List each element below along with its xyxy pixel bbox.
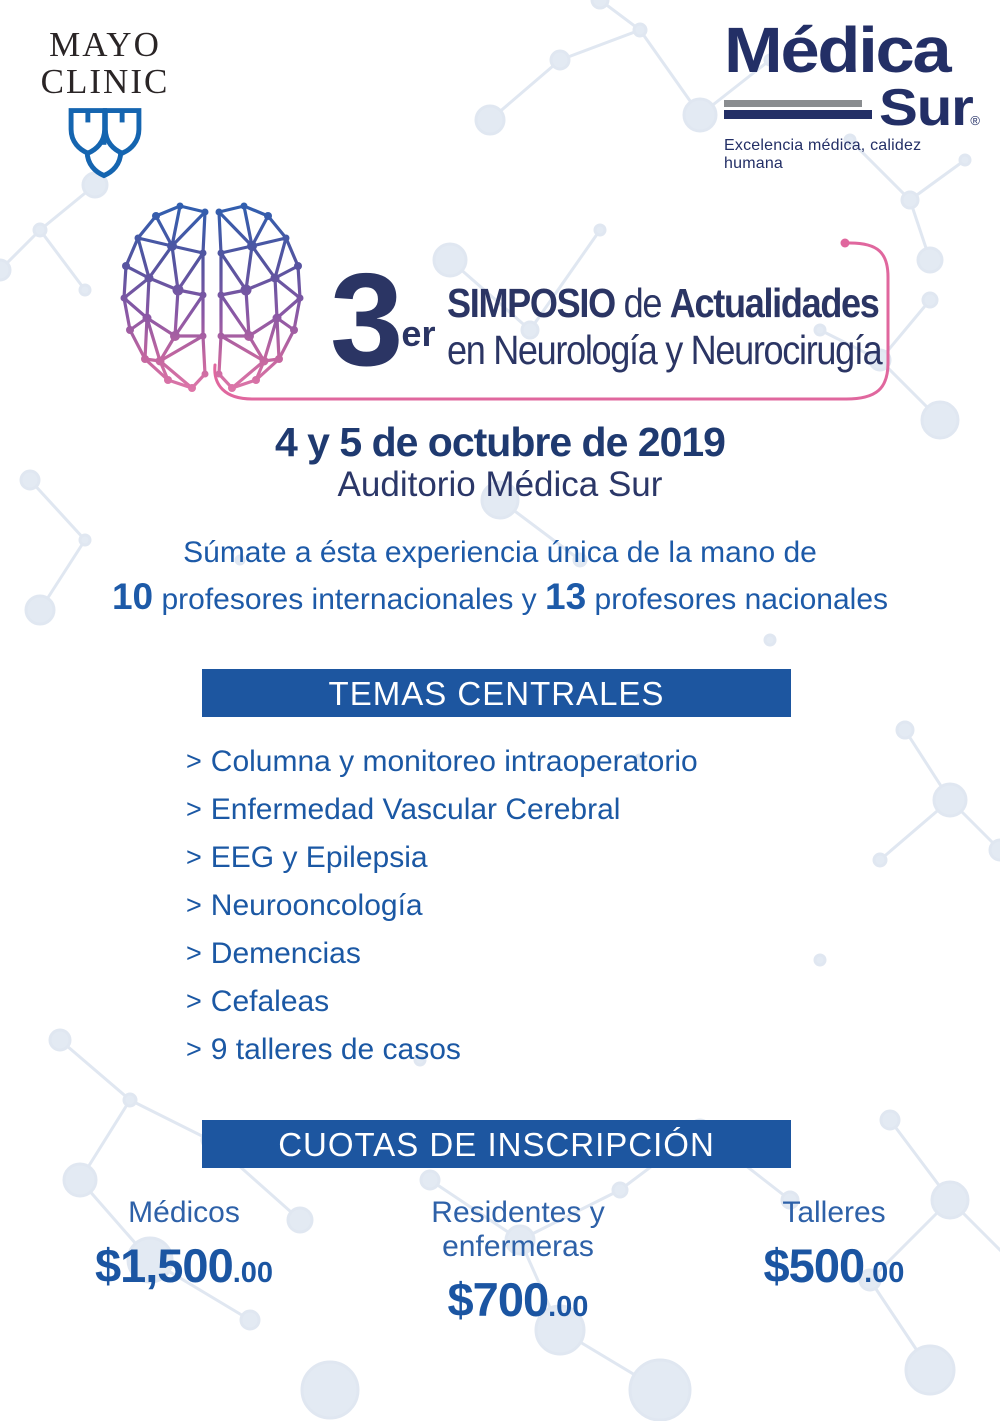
chevron-right-icon: >: [186, 890, 202, 920]
title-number: 3er: [330, 246, 436, 393]
fee-talleres: [668, 1196, 1000, 1327]
title-line2: en Neurología y Neurocirugía: [447, 327, 882, 373]
mayo-logo-line1: MAYO: [49, 25, 161, 64]
registered-mark: ®: [970, 113, 980, 128]
cuotas-inscripcion-banner: [202, 1120, 791, 1168]
fee-amount: $500.00: [763, 1239, 905, 1292]
mayo-clinic-logo: [30, 26, 180, 179]
mayo-shields-icon: [62, 105, 148, 179]
medica-sur-tagline: Excelencia médica, calidez humana: [724, 137, 922, 172]
title-line1: SIMPOSIO de Actualidades: [447, 280, 879, 326]
chevron-right-icon: >: [186, 794, 202, 824]
event-venue: Auditorio Médica Sur: [337, 465, 663, 504]
title-ordinal: er: [401, 313, 436, 354]
medica-sur-sur-word: Sur: [878, 79, 973, 137]
fee-label: Talleres: [782, 1196, 886, 1229]
mayo-logo-line2: CLINIC: [40, 62, 170, 101]
brain-network-icon: [112, 198, 312, 410]
invitation-line2: 10 profesores internacionales y 13 profesores nacionales: [111, 576, 889, 617]
fee-label: Médicos: [128, 1196, 240, 1229]
fee-amount: $1,500.00: [94, 1239, 274, 1292]
invitation-line1: Súmate a ésta experiencia única de la mano de: [183, 536, 817, 569]
topic-item: > EEG y Epilepsia: [186, 841, 428, 874]
chevron-right-icon: >: [186, 986, 202, 1016]
fee-amount: $700.00: [447, 1273, 589, 1326]
chevron-right-icon: >: [186, 842, 202, 872]
temas-centrales-banner: [202, 669, 791, 717]
medica-sur-bars-icon: [724, 100, 877, 119]
chevron-right-icon: >: [186, 938, 202, 968]
fees-row: [0, 1196, 1000, 1327]
medica-sur-word: Médica: [724, 14, 950, 86]
topic-item: > Columna y monitoreo intraoperatorio: [186, 745, 698, 778]
cuotas-heading: CUOTAS DE INSCRIPCIÓN: [278, 1126, 715, 1163]
medica-sur-logo: [724, 14, 980, 173]
topics-list: [186, 738, 698, 1074]
topic-item: > Enfermedad Vascular Cerebral: [186, 793, 621, 826]
event-date: 4 y 5 de octubre de 2019: [274, 419, 725, 465]
temas-centrales-heading: TEMAS CENTRALES: [328, 675, 665, 712]
fee-residentes: [368, 1196, 668, 1327]
topic-item: > Cefaleas: [186, 985, 330, 1018]
fee-label: Residentes y enfermeras: [431, 1196, 605, 1263]
chevron-right-icon: >: [186, 1034, 202, 1064]
event-title: [330, 246, 941, 393]
topic-item: > Neurooncología: [186, 889, 423, 922]
topic-item: > Demencias: [186, 937, 361, 970]
fee-medicos: [0, 1196, 368, 1327]
chevron-right-icon: >: [186, 746, 202, 776]
topic-item: > 9 talleres de casos: [186, 1033, 461, 1066]
